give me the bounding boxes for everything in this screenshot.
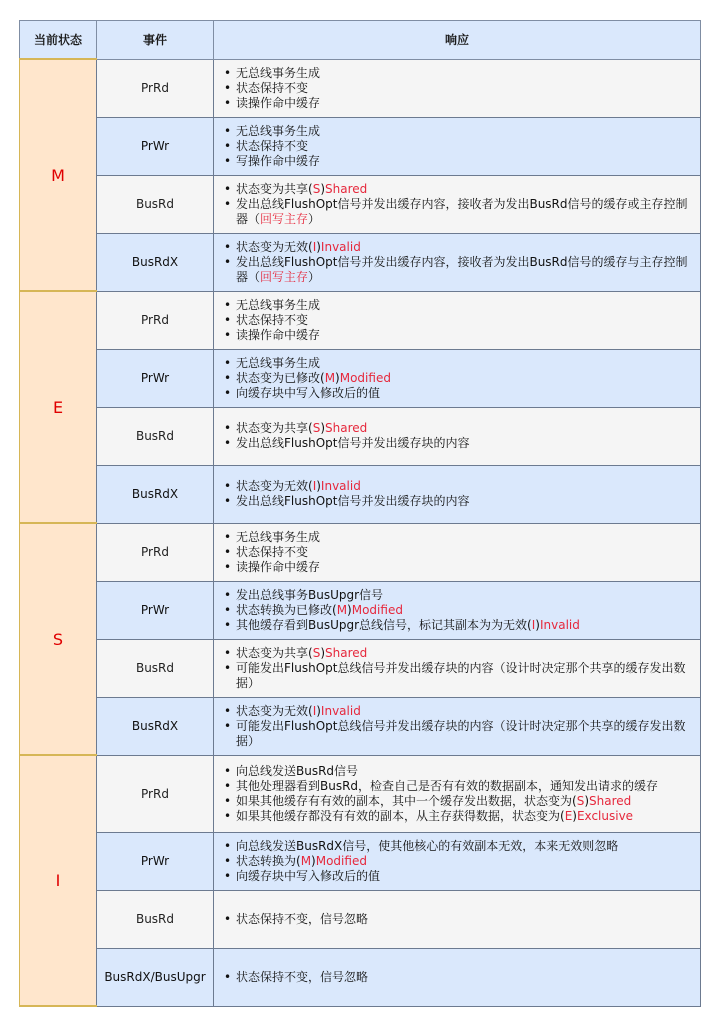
response-list — [222, 240, 696, 285]
response-list — [222, 704, 696, 749]
table-row — [20, 233, 701, 291]
response-text: ) — [311, 853, 316, 868]
response-text: 可能发出FlushOpt总线信号并发出缓存块的内容（设计时决定那个共享的缓存发出数据） — [236, 718, 686, 748]
table-row — [20, 291, 701, 349]
response-text: 状态变为共享( — [236, 181, 313, 196]
response-item — [236, 530, 696, 545]
table-row — [20, 697, 701, 755]
table-row — [20, 755, 701, 832]
highlighted-text: Shared — [325, 421, 368, 435]
table-row — [20, 523, 701, 581]
response-item — [236, 661, 696, 691]
response-cell — [214, 581, 701, 639]
response-text: ) — [320, 421, 325, 435]
event-cell: BusRd — [97, 890, 214, 948]
response-item — [236, 240, 696, 255]
table-row — [20, 175, 701, 233]
response-cell — [214, 465, 701, 523]
response-item — [236, 356, 696, 371]
response-item — [236, 603, 696, 618]
response-text: 发出总线FlushOpt信号并发出缓存块的内容 — [236, 436, 470, 450]
highlighted-text: Invalid — [539, 617, 580, 632]
response-text: 无总线事务生成 — [236, 65, 321, 80]
highlighted-text: Modified — [339, 370, 391, 385]
response-item — [236, 869, 696, 884]
response-item — [236, 313, 696, 328]
response-list — [222, 530, 696, 575]
highlighted-text: S — [312, 645, 321, 660]
table-row — [20, 948, 701, 1006]
response-item — [236, 839, 696, 854]
response-text: 状态转换为( — [236, 853, 301, 868]
response-cell — [214, 291, 701, 349]
response-item — [236, 255, 696, 285]
table-header-row — [20, 21, 701, 60]
response-item — [236, 328, 696, 343]
event-cell: PrWr — [97, 117, 214, 175]
table-row — [20, 832, 701, 890]
response-text: 向缓存块中写入修改后的值 — [236, 385, 381, 400]
highlighted-text: S — [312, 421, 321, 435]
response-item — [236, 970, 696, 985]
response-item — [236, 66, 696, 81]
response-text: 状态保持不变 — [236, 312, 309, 327]
response-cell — [214, 890, 701, 948]
highlighted-text: Shared — [589, 793, 632, 808]
highlighted-text: S — [576, 793, 585, 808]
response-item — [236, 124, 696, 139]
response-item — [236, 646, 696, 661]
response-text: 发出总线FlushOpt信号并发出缓存块的内容 — [236, 494, 470, 508]
highlighted-text: 回写主存 — [260, 269, 309, 284]
event-cell: BusRdX — [97, 233, 214, 291]
response-text: 无总线事务生成 — [236, 297, 321, 312]
response-list — [222, 479, 696, 509]
response-text: 状态变为无效( — [236, 703, 313, 718]
response-list — [222, 970, 696, 985]
highlighted-text: I — [312, 703, 317, 718]
response-item — [236, 197, 696, 227]
highlighted-text: Shared — [325, 181, 368, 196]
response-text: ) — [347, 602, 352, 617]
table-row — [20, 117, 701, 175]
state-cell-i: I — [20, 755, 97, 1006]
response-cell — [214, 755, 701, 832]
response-text: 状态保持不变，信号忽略 — [236, 911, 369, 926]
response-text: ) — [572, 808, 577, 823]
response-text: 状态保持不变，信号忽略 — [236, 969, 369, 984]
table-row — [20, 465, 701, 523]
event-cell: PrWr — [97, 349, 214, 407]
response-text: ） — [308, 269, 321, 284]
event-cell: BusRd — [97, 407, 214, 465]
response-item — [236, 560, 696, 575]
response-item — [236, 386, 696, 401]
response-list — [222, 588, 696, 633]
response-list — [222, 298, 696, 343]
response-text: 状态变为共享( — [236, 645, 313, 660]
event-cell: BusRdX/BusUpgr — [97, 948, 214, 1006]
response-item — [236, 436, 696, 451]
response-text: 向缓存块中写入修改后的值 — [236, 868, 381, 883]
table-row — [20, 890, 701, 948]
highlighted-text: Invalid — [320, 703, 361, 718]
state-cell-e: E — [20, 291, 97, 523]
response-text: ) — [316, 703, 321, 718]
event-cell: PrWr — [97, 832, 214, 890]
state-cell-s: S — [20, 523, 97, 755]
response-text: 状态变为无效( — [236, 479, 313, 493]
highlighted-text: E — [564, 808, 573, 823]
response-item — [236, 854, 696, 869]
response-text: ) — [320, 645, 325, 660]
response-cell — [214, 59, 701, 117]
event-cell: BusRd — [97, 639, 214, 697]
state-cell-m: M — [20, 59, 97, 291]
highlighted-text: I — [312, 479, 317, 493]
response-text: 状态保持不变 — [236, 80, 309, 95]
response-text: ） — [308, 211, 321, 226]
response-item — [236, 371, 696, 386]
response-item — [236, 809, 696, 824]
response-item — [236, 545, 696, 560]
event-cell: BusRd — [97, 175, 214, 233]
response-text: 读操作命中缓存 — [236, 559, 321, 574]
highlighted-text: Exclusive — [576, 808, 634, 823]
table-row — [20, 59, 701, 117]
response-item — [236, 764, 696, 779]
event-cell: PrRd — [97, 755, 214, 832]
response-cell — [214, 233, 701, 291]
response-item — [236, 779, 696, 794]
response-text: 状态变为共享( — [236, 421, 313, 435]
response-text: 状态保持不变 — [236, 138, 309, 153]
response-text: 状态保持不变 — [236, 544, 309, 559]
response-list — [222, 912, 696, 927]
response-item — [236, 719, 696, 749]
response-list — [222, 646, 696, 691]
response-text: 可能发出FlushOpt总线信号并发出缓存块的内容（设计时决定那个共享的缓存发出数据） — [236, 660, 686, 690]
response-cell — [214, 117, 701, 175]
response-item — [236, 618, 696, 633]
table-row — [20, 581, 701, 639]
response-list — [222, 839, 696, 884]
response-cell — [214, 175, 701, 233]
highlighted-text: S — [312, 181, 321, 196]
highlighted-text: Shared — [325, 645, 368, 660]
response-text: 如果其他缓存有有效的副本，其中一个缓存发出数据，状态变为( — [236, 793, 577, 808]
response-item — [236, 421, 696, 436]
mesi-state-table — [19, 20, 701, 1007]
response-text: 发出总线FlushOpt信号并发出缓存内容，接收者为发出BusRd信号的缓存或主存控制器（ — [236, 196, 688, 226]
response-text: ) — [316, 479, 321, 493]
header-response: 响应 — [214, 21, 701, 60]
event-cell: PrRd — [97, 523, 214, 581]
response-item — [236, 704, 696, 719]
header-current-state: 当前状态 — [20, 21, 97, 60]
response-list — [222, 356, 696, 401]
response-text: 发出总线事务BusUpgr信号 — [236, 587, 384, 602]
highlighted-text: I — [312, 239, 317, 254]
response-text: 其他处理器看到BusRd，检查自己是否有有效的数据副本，通知发出请求的缓存 — [236, 778, 659, 793]
response-item — [236, 494, 696, 509]
table-body — [20, 59, 701, 1006]
response-text: ) — [320, 181, 325, 196]
response-list — [222, 182, 696, 227]
response-text: 如果其他缓存都没有有效的副本，从主存获得数据，状态变为( — [236, 808, 565, 823]
response-text: 读操作命中缓存 — [236, 327, 321, 342]
event-cell: PrWr — [97, 581, 214, 639]
response-text: 无总线事务生成 — [236, 529, 321, 544]
response-item — [236, 182, 696, 197]
response-item — [236, 81, 696, 96]
response-list — [222, 66, 696, 111]
response-cell — [214, 832, 701, 890]
response-text: 写操作命中缓存 — [236, 153, 321, 168]
table-row — [20, 349, 701, 407]
highlighted-text: M — [336, 602, 348, 617]
table-row — [20, 639, 701, 697]
response-text: ) — [535, 617, 540, 632]
highlighted-text: M — [300, 853, 312, 868]
response-item — [236, 139, 696, 154]
response-text: 无总线事务生成 — [236, 123, 321, 138]
response-cell — [214, 349, 701, 407]
response-text: ) — [316, 239, 321, 254]
response-item — [236, 96, 696, 111]
response-text: 状态转换为已修改( — [236, 602, 337, 617]
response-cell — [214, 407, 701, 465]
response-list — [222, 421, 696, 451]
response-text: ) — [335, 370, 340, 385]
table-row — [20, 407, 701, 465]
highlighted-text: M — [324, 370, 336, 385]
response-list — [222, 764, 696, 824]
response-cell — [214, 948, 701, 1006]
response-text: 状态变为已修改( — [236, 370, 325, 385]
event-cell: BusRdX — [97, 465, 214, 523]
response-text: 状态变为无效( — [236, 239, 313, 254]
response-text: 其他缓存看到BusUpgr总线信号，标记其副本为为无效( — [236, 617, 532, 632]
event-cell: PrRd — [97, 59, 214, 117]
response-text: ) — [584, 793, 589, 808]
response-text: 无总线事务生成 — [236, 355, 321, 370]
highlighted-text: 回写主存 — [260, 211, 309, 226]
response-text: 读操作命中缓存 — [236, 95, 321, 110]
response-item — [236, 154, 696, 169]
highlighted-text: I — [531, 617, 536, 632]
response-list — [222, 124, 696, 169]
response-text: 向总线发送BusRd信号 — [236, 763, 359, 778]
response-text: 发出总线FlushOpt信号并发出缓存内容，接收者为发出BusRd信号的缓存与主存控制器（ — [236, 254, 688, 284]
event-cell: BusRdX — [97, 697, 214, 755]
response-item — [236, 479, 696, 494]
highlighted-text: Invalid — [320, 239, 361, 254]
response-item — [236, 298, 696, 313]
header-event: 事件 — [97, 21, 214, 60]
response-cell — [214, 523, 701, 581]
response-cell — [214, 639, 701, 697]
response-item — [236, 912, 696, 927]
response-item — [236, 794, 696, 809]
event-cell: PrRd — [97, 291, 214, 349]
highlighted-text: Modified — [351, 602, 403, 617]
response-item — [236, 588, 696, 603]
response-text: 向总线发送BusRdX信号，使其他核心的有效副本无效，本来无效则忽略 — [236, 838, 619, 853]
highlighted-text: Invalid — [320, 479, 361, 493]
response-cell — [214, 697, 701, 755]
highlighted-text: Modified — [315, 853, 367, 868]
